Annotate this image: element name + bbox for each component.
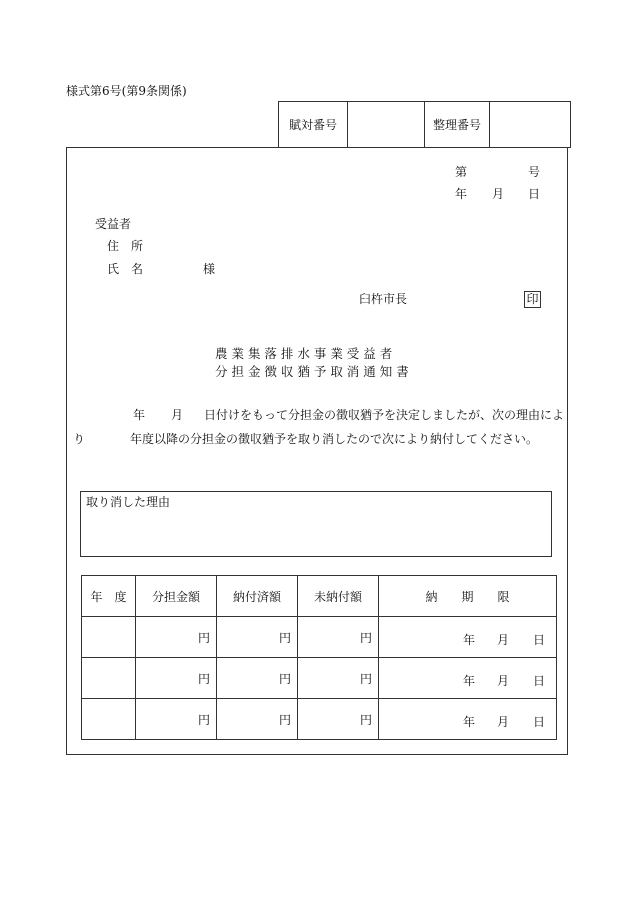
doc-number-go: 号	[528, 165, 541, 179]
fuka-number-field[interactable]	[348, 102, 425, 148]
honorific-sama: 様	[203, 262, 216, 276]
notice-title-line2: 分 担 金 徴 収 猶 予 取 消 通 知 書	[215, 364, 409, 379]
cell-year[interactable]	[82, 699, 136, 740]
body-year: 年	[133, 408, 146, 422]
body-text-line1: 日付けをもって分担金の徴収猶予を決定しましたが、次の理由によ	[204, 408, 565, 422]
cell-amount[interactable]: 円	[136, 658, 217, 699]
doc-date-year: 年	[455, 187, 468, 201]
due-month: 月	[497, 674, 510, 688]
due-day: 日	[533, 674, 546, 688]
cell-year[interactable]	[82, 658, 136, 699]
due-month: 月	[497, 715, 510, 729]
cell-due-date[interactable]	[379, 658, 557, 699]
table-header-row	[82, 576, 557, 617]
header-amount: 分担金額	[136, 576, 217, 617]
cell-unpaid[interactable]: 円	[298, 699, 379, 740]
cell-unpaid[interactable]: 円	[298, 658, 379, 699]
seal-icon: 印	[524, 291, 541, 308]
due-day: 日	[533, 715, 546, 729]
doc-date-month: 月	[492, 187, 505, 201]
issuer-title: 臼杵市長	[359, 292, 408, 306]
fuka-number-label: 賦対番号	[279, 102, 348, 148]
cell-amount[interactable]: 円	[136, 617, 217, 658]
doc-date-day: 日	[528, 187, 541, 201]
doc-number-dai: 第	[455, 165, 468, 179]
cell-paid[interactable]: 円	[217, 617, 298, 658]
table-row	[82, 658, 557, 699]
cell-amount[interactable]: 円	[136, 699, 217, 740]
payment-table	[81, 575, 557, 740]
body-text-line2: 年度以降の分担金の徴収猶予を取り消したので次により納付してください。	[130, 432, 539, 446]
due-month: 月	[497, 633, 510, 647]
cell-year[interactable]	[82, 617, 136, 658]
table-row	[82, 699, 557, 740]
header-number-table	[278, 101, 571, 148]
header-year: 年 度	[82, 576, 136, 617]
address-label: 住 所	[107, 239, 144, 253]
cell-due-date[interactable]	[379, 699, 557, 740]
due-year: 年	[463, 633, 476, 647]
due-year: 年	[463, 715, 476, 729]
form-title: 様式第6号(第9条関係)	[66, 84, 187, 98]
notice-title-line1: 農 業 集 落 排 水 事 業 受 益 者	[215, 346, 393, 361]
header-unpaid: 未納付額	[298, 576, 379, 617]
cell-due-date[interactable]	[379, 617, 557, 658]
recipient-label: 受益者	[95, 217, 132, 231]
cell-paid[interactable]: 円	[217, 699, 298, 740]
body-text-line2-prefix: り	[73, 432, 86, 446]
reason-label: 取り消した理由	[86, 495, 171, 509]
due-day: 日	[533, 633, 546, 647]
body-month: 月	[171, 408, 184, 422]
due-year: 年	[463, 674, 476, 688]
seiri-number-field[interactable]	[490, 102, 571, 148]
seiri-number-label: 整理番号	[425, 102, 490, 148]
cell-paid[interactable]: 円	[217, 658, 298, 699]
table-row	[82, 617, 557, 658]
header-due-date: 納 期 限	[379, 576, 557, 617]
header-paid: 納付済額	[217, 576, 298, 617]
name-label: 氏 名	[107, 262, 144, 276]
cell-unpaid[interactable]: 円	[298, 617, 379, 658]
